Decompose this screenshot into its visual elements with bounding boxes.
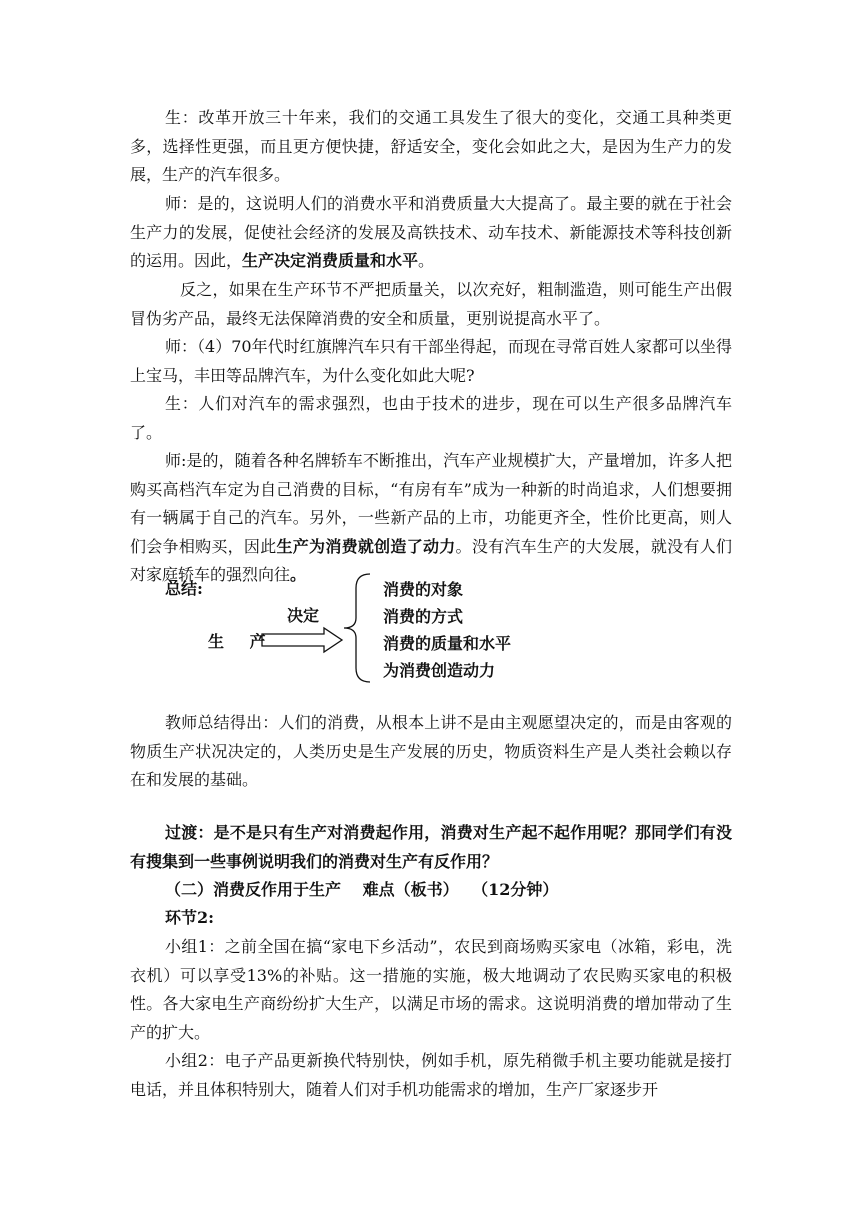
summary-items — [383, 576, 511, 684]
paragraph-teacher-2: 师：（4）70年代时红旗牌汽车只有干部坐得起，而现在寻常百姓人家都可以坐得上宝马，丰田等品牌汽车，为什么变化如此大呢? — [130, 337, 732, 385]
step-label: 环节2: — [165, 908, 215, 927]
key-point-motivation: 生产为消费就创造了动力 — [276, 536, 456, 556]
summary-item: 消费的质量和水平 — [383, 634, 512, 653]
paragraph-student-1: 生：改革开放三十年来，我们的交通工具发生了很大的变化，交通工具种类更多，选择性更强，而且更方便快捷，舒适安全，变化会如此之大，是因为生产力的发展，生产的汽车很多。 — [130, 108, 732, 184]
paragraph-teacher-summary: 教师总结得出：人们的消费，从根本上讲不是由主观愿望决定的，而是由客观的物质生产状况决定的，人类历史是生产发展的历史，物质资料生产是人类社会赖以存在和发展的基础。 — [130, 713, 732, 789]
paragraph-teacher-1: 师：是的，这说明人们的消费水平和消费质量大大提高了。最主要的就在于社会生产力的发展，促使社会经济的发展及高铁技术、动车技术、新能源技术等科技创新的运用。因此，生产决定消费质量和水平。 — [130, 194, 732, 270]
paragraph-student-2: 生：人们对汽车的需求强烈，也由于技术的进步，现在可以生产很多品牌汽车了。 — [130, 394, 732, 442]
section-heading: （二）消费反作用于生产 难点（板书） （12分钟） — [165, 880, 559, 899]
paragraph-contrast: 反之，如果在生产环节不严把质量关，以次充好，粗制滥造，则可能生产出假冒伪劣产品，最终无法保障消费的安全和质量，更别说提高水平了。 — [130, 280, 732, 328]
paragraph-transition: 过渡：是不是只有生产对消费起作用，消费对生产起不起作用呢？那同学们有没有搜集到一些事例说明我们的消费对生产有反作用？ — [130, 823, 732, 871]
summary-item: 消费的对象 — [383, 580, 464, 599]
paragraph-teacher-3: 师:是的，随着各种名牌轿车不断推出，汽车产业规模扩大，产量增加，许多人把购买高档汽车定为自己消费的目标，“有房有车”成为一种新的时尚追求，人们想要拥有一辆属于自己的汽车。另外，一些新产品的上市，功能更齐全，性价比更高，则人们会争相购买，因此生产为消费就创造了动力。没有汽车生产的大发展，就没有人们对家庭轿车的强烈向往。 — [130, 451, 732, 584]
summary-diagram — [130, 572, 730, 687]
decide-label: 决定 — [287, 606, 320, 625]
paragraph-group-2: 小组2：电子产品更新换代特别快，例如手机，原先稍微手机主要功能就是接打电话，并且体积特别大，随着人们对手机功能需求的增加，生产厂家逐步开 — [130, 1051, 732, 1099]
summary-item: 为消费创造动力 — [383, 661, 496, 680]
summary-item: 消费的方式 — [383, 607, 464, 626]
summary-label: 总结: — [165, 579, 203, 598]
paragraph-group-1: 小组1：之前全国在搞“家电下乡活动”，农民到商场购买家电（冰箱，彩电，洗衣机）可以享受13%的补贴。这一措施的实施，极大地调动了农民购买家电的积极性。各大家电生产商纷纷扩大生产，以满足市场的需求。这说明消费的增加带动了生产的扩大。 — [130, 937, 732, 1042]
brace-icon — [342, 572, 372, 684]
produce-label: 生 产 — [208, 632, 276, 651]
arrow-right-icon — [260, 626, 345, 654]
key-point-quality: 生产决定消费质量和水平 — [242, 251, 419, 270]
